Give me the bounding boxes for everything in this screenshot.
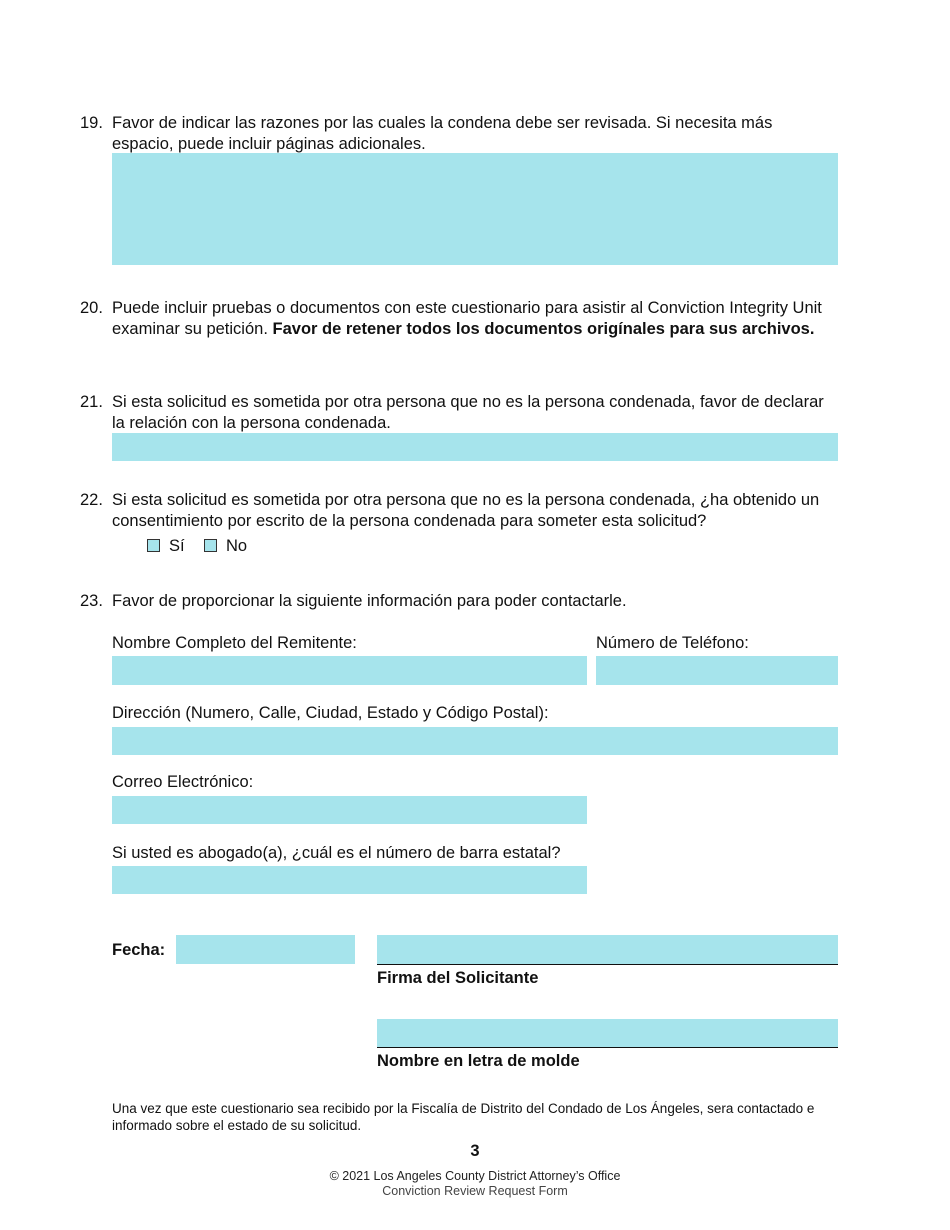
question-19-text: Favor de indicar las razones por las cuales la condena debe ser revisada. Si necesita más espacio, puede incluir páginas adicionales. [112,114,773,153]
question-19-number: 19. [80,114,103,132]
question-22-number: 22. [80,491,103,509]
question-20-number: 20. [80,299,103,317]
signature-input[interactable] [377,935,838,964]
phone-input[interactable] [596,656,838,685]
full-name-label: Nombre Completo del Remitente: [112,634,357,652]
address-label: Dirección (Numero, Calle, Ciudad, Estado y Código Postal): [112,704,549,722]
full-name-input[interactable] [112,656,587,685]
signature-label: Firma del Solicitante [377,969,539,987]
address-input[interactable] [112,727,838,755]
email-label: Correo Electrónico: [112,773,254,791]
question-20-body [112,298,832,340]
email-input[interactable] [112,796,587,824]
bar-number-label: Si usted es abogado(a), ¿cuál es el número de barra estatal? [112,844,561,862]
question-20-text: Puede incluir pruebas o documentos con este cuestionario para asistir al Conviction Integrity Unit examinar su petición. [112,299,822,338]
question-23-text: Favor de proporcionar la siguiente información para poder contactarle. [112,592,627,610]
question-21-number: 21. [80,393,103,411]
question-20-bold-text: Favor de retener todos los documentos origínales para sus archivos. [272,320,815,338]
bar-number-input[interactable] [112,866,587,894]
phone-label: Número de Teléfono: [596,634,749,652]
relationship-input[interactable] [112,433,838,461]
copyright-text: © 2021 Los Angeles County District Attorney’s Office [329,1169,621,1183]
print-name-input[interactable] [377,1019,838,1047]
consent-no-checkbox[interactable] [204,539,217,552]
reasons-textarea[interactable] [112,153,838,265]
consent-no-label: No [226,537,248,555]
date-input[interactable] [176,935,355,964]
question-21-text: Si esta solicitud es sometida por otra persona que no es la persona condenada, favor de declarar la relación con la persona condenada. [112,393,824,432]
footer-notice: Una vez que este cuestionario sea recibido por la Fiscalía de Distrito del Condado de Los Ángeles, sera contactado e informado sobre el estado de su solicitud. [112,1101,815,1133]
signature-line [377,964,838,965]
print-name-label: Nombre en letra de molde [377,1052,580,1070]
date-label: Fecha: [112,941,166,959]
form-name: Conviction Review Request Form [382,1184,568,1198]
consent-yes-checkbox[interactable] [147,539,160,552]
page-number: 3 [470,1142,480,1160]
question-22-text: Si esta solicitud es sometida por otra persona que no es la persona condenada, ¿ha obtenido un consentimiento por escrito de la persona condenada para someter esta solicitud? [112,491,820,530]
consent-yes-label: Sí [169,537,185,555]
print-name-line [377,1047,838,1048]
question-23-number: 23. [80,592,103,610]
